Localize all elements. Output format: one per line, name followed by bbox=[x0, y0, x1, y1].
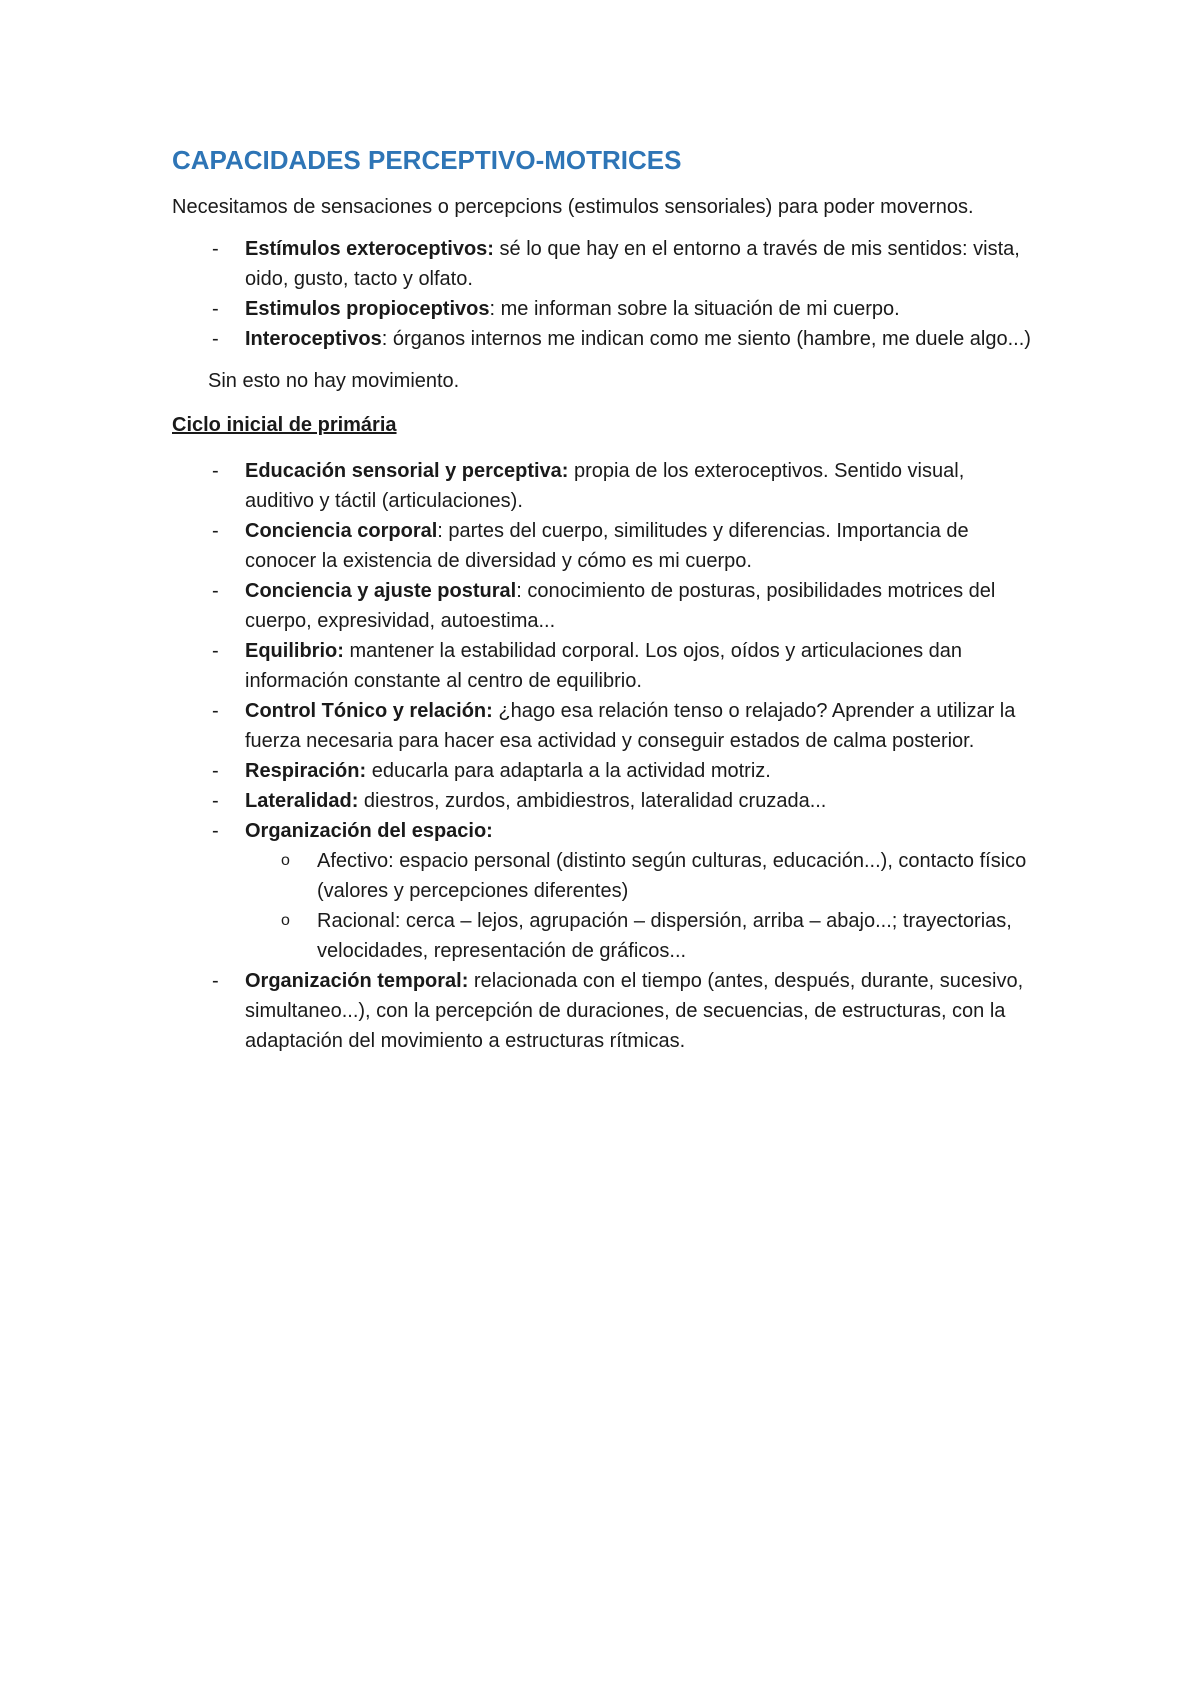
dash-marker: - bbox=[212, 580, 219, 602]
item-term: Conciencia corporal bbox=[245, 520, 438, 542]
intro-paragraph: Necesitamos de sensaciones o percepcions (estimulos sensoriales) para poder movernos. bbox=[172, 196, 974, 218]
item-text: sé lo que hay en el entorno a través de mis sentidos: vista, oido, gusto, tacto y olfato. bbox=[245, 238, 1020, 290]
list-item bbox=[172, 294, 1032, 324]
item-term: Conciencia y ajuste postural bbox=[245, 580, 517, 602]
item-text: propia de los exteroceptivos. Sentido visual, auditivo y táctil (articulaciones). bbox=[245, 460, 965, 512]
sub-item-text: Afectivo: espacio personal (distinto según culturas, educación...), contacto físico (valores y percepciones diferentes) bbox=[317, 850, 1027, 902]
circle-bullet-icon: o bbox=[281, 912, 290, 929]
item-term: Organización temporal: bbox=[245, 970, 469, 992]
dash-marker: - bbox=[212, 298, 219, 320]
dash-marker: - bbox=[212, 640, 219, 662]
sub-list-item bbox=[245, 846, 1032, 906]
item-text: relacionada con el tiempo (antes, después, durante, sucesivo, simultaneo...), con la percepción de duraciones, de secuencias, de estructuras, con la adaptación del movimiento a estructuras rítmicas. bbox=[245, 970, 1024, 1052]
list-item bbox=[172, 516, 1032, 576]
item-term: Equilibrio: bbox=[245, 640, 344, 662]
sub-list-item bbox=[245, 906, 1032, 966]
item-term: Estimulos propioceptivos bbox=[245, 298, 490, 320]
dash-marker: - bbox=[212, 760, 219, 782]
item-text: ¿hago esa relación tenso o relajado? Aprender a utilizar la fuerza necesaria para hacer esa actividad y conseguir estados de calma posterior. bbox=[245, 700, 1016, 752]
list-item bbox=[172, 576, 1032, 636]
dash-marker: - bbox=[212, 820, 219, 842]
item-text: mantener la estabilidad corporal. Los ojos, oídos y articulaciones dan información constante al centro de equilibrio. bbox=[245, 640, 963, 692]
list-item bbox=[172, 756, 1032, 786]
list-item bbox=[172, 636, 1032, 696]
circle-bullet-icon: o bbox=[281, 852, 290, 869]
dash-marker: - bbox=[212, 238, 219, 260]
space-sublist bbox=[245, 846, 1032, 966]
dash-marker: - bbox=[212, 460, 219, 482]
item-term: Educación sensorial y perceptiva: bbox=[245, 460, 569, 482]
item-text: : partes del cuerpo, similitudes y diferencias. Importancia de conocer la existencia de diversidad y cómo es mi cuerpo. bbox=[245, 520, 969, 572]
dash-marker: - bbox=[212, 520, 219, 542]
section-heading: Ciclo inicial de primária bbox=[172, 414, 397, 436]
item-term: Lateralidad: bbox=[245, 790, 359, 812]
list-item bbox=[172, 696, 1032, 756]
list-item bbox=[172, 786, 1032, 816]
item-text: : órganos internos me indican como me siento (hambre, me duele algo...) bbox=[381, 328, 1031, 350]
item-term: Respiración: bbox=[245, 760, 367, 782]
list-item bbox=[172, 966, 1032, 1056]
document-page bbox=[172, 140, 1032, 1056]
item-text: : conocimiento de posturas, posibilidades motrices del cuerpo, expresividad, autoestima... bbox=[245, 580, 996, 632]
dash-marker: - bbox=[212, 970, 219, 992]
dash-marker: - bbox=[212, 328, 219, 350]
item-term: Organización del espacio: bbox=[245, 820, 493, 842]
list-item bbox=[172, 324, 1032, 354]
item-term: Estímulos exteroceptivos: bbox=[245, 238, 494, 260]
item-text: educarla para adaptarla a la actividad motriz. bbox=[366, 760, 771, 782]
item-text: : me informan sobre la situación de mi cuerpo. bbox=[489, 298, 900, 320]
page-title: CAPACIDADES PERCEPTIVO-MOTRICES bbox=[172, 145, 682, 175]
dash-marker: - bbox=[212, 790, 219, 812]
cycle-list bbox=[172, 456, 1032, 1056]
closing-paragraph: Sin esto no hay movimiento. bbox=[208, 370, 460, 392]
item-term: Interoceptivos bbox=[245, 328, 382, 350]
list-item bbox=[172, 816, 1032, 966]
dash-marker: - bbox=[212, 700, 219, 722]
item-term: Control Tónico y relación: bbox=[245, 700, 493, 722]
item-text: diestros, zurdos, ambidiestros, lateralidad cruzada... bbox=[358, 790, 827, 812]
stimuli-list bbox=[172, 234, 1032, 354]
list-item bbox=[172, 456, 1032, 516]
list-item bbox=[172, 234, 1032, 294]
sub-item-text: Racional: cerca – lejos, agrupación – dispersión, arriba – abajo...; trayectorias, velocidades, representación de gráficos... bbox=[317, 910, 1012, 962]
